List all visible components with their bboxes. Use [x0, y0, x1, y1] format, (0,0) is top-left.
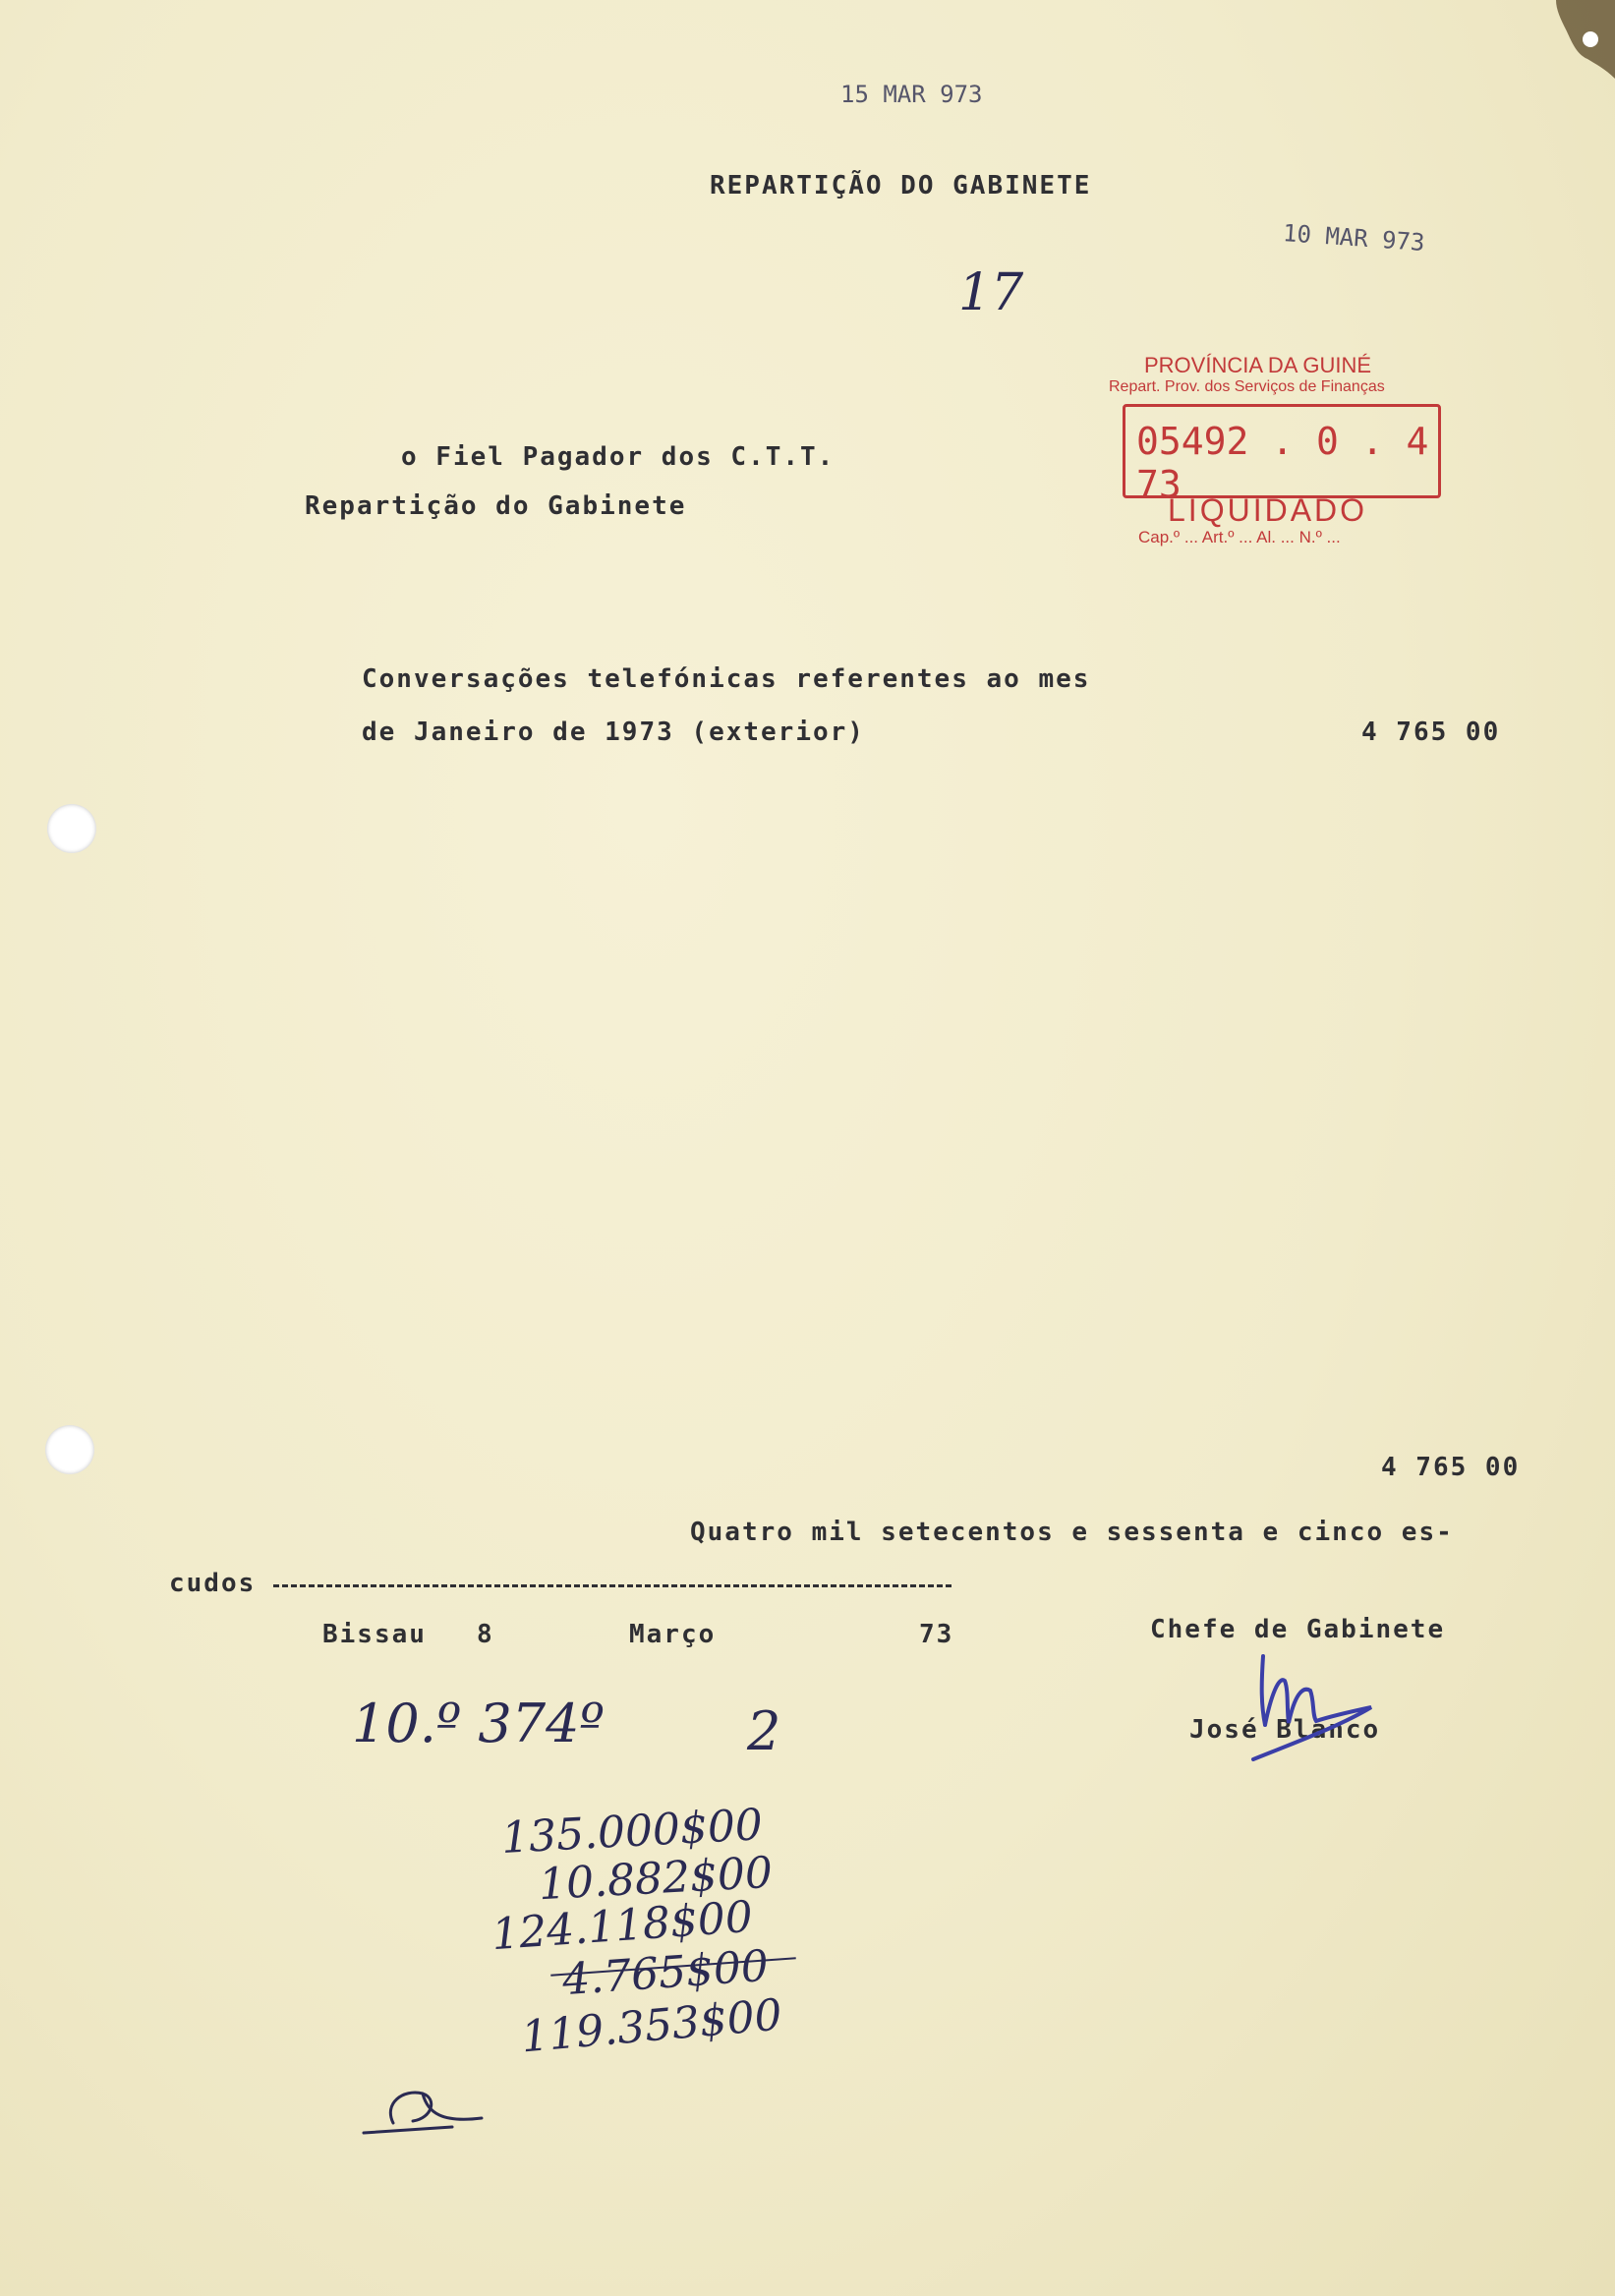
item-line1: Conversações telefónicas referentes ao mes	[362, 664, 1091, 694]
red-stamp-line2: Repart. Prov. dos Serviços de Finanças	[1109, 378, 1385, 395]
date-day: 8	[477, 1620, 494, 1649]
signature-name: José Blanco	[1189, 1715, 1381, 1745]
red-stamp-line4: Cap.º ... Art.º ... Al. ... N.º ...	[1138, 528, 1341, 546]
torn-corner	[1536, 0, 1615, 79]
total-words-line2-row	[169, 1569, 952, 1598]
calc-line-2: 10.882$00	[537, 1847, 775, 1911]
received-stamp-right: 10 MAR 973	[1282, 218, 1426, 258]
punch-hole-top	[47, 804, 96, 853]
calc-line-5: 119.353$00	[519, 1989, 784, 2063]
date-year: 73	[919, 1620, 954, 1649]
red-stamp-status: LIQUIDADO	[1168, 492, 1368, 528]
handwritten-ref-num: 2	[747, 1700, 781, 1762]
received-stamp-top: 15 MAR 973	[840, 81, 983, 108]
date-place: Bissau	[322, 1620, 427, 1649]
recipient-line2: Repartição do Gabinete	[305, 491, 687, 521]
signature-scribble	[1234, 1636, 1391, 1774]
total-words-line2: cudos	[169, 1569, 257, 1598]
dash-line	[273, 1584, 952, 1587]
calc-line-3: 124.118$00	[490, 1891, 755, 1961]
folio-note: 17	[958, 263, 1024, 322]
item-line2: de Janeiro de 1973 (exterior)	[362, 718, 865, 747]
item-amount: 4 765 00	[1361, 718, 1501, 747]
total-amount: 4 765 00	[1381, 1453, 1521, 1482]
recipient-line1: o Fiel Pagador dos C.T.T.	[401, 442, 836, 472]
total-words-line1: Quatro mil setecentos e sessenta e cinco es-	[690, 1518, 1454, 1547]
handwritten-ref: 10.º 374º	[352, 1693, 605, 1754]
calc-line-1: 135.000$00	[499, 1800, 765, 1864]
calc-line-4: 4.765$00	[560, 1940, 771, 2006]
header-title: REPARTIÇÃO DO GABINETE	[710, 171, 1092, 201]
red-stamp-line1: PROVÍNCIA DA GUINÉ	[1144, 353, 1372, 377]
red-stamp-number: 05492 . 0 . 4 73	[1136, 420, 1429, 506]
red-stamp	[1093, 349, 1447, 555]
initials-mark	[354, 2064, 491, 2143]
date-month: Março	[629, 1620, 717, 1649]
punch-hole-bottom	[45, 1425, 94, 1474]
signature-role: Chefe de Gabinete	[1150, 1615, 1446, 1644]
